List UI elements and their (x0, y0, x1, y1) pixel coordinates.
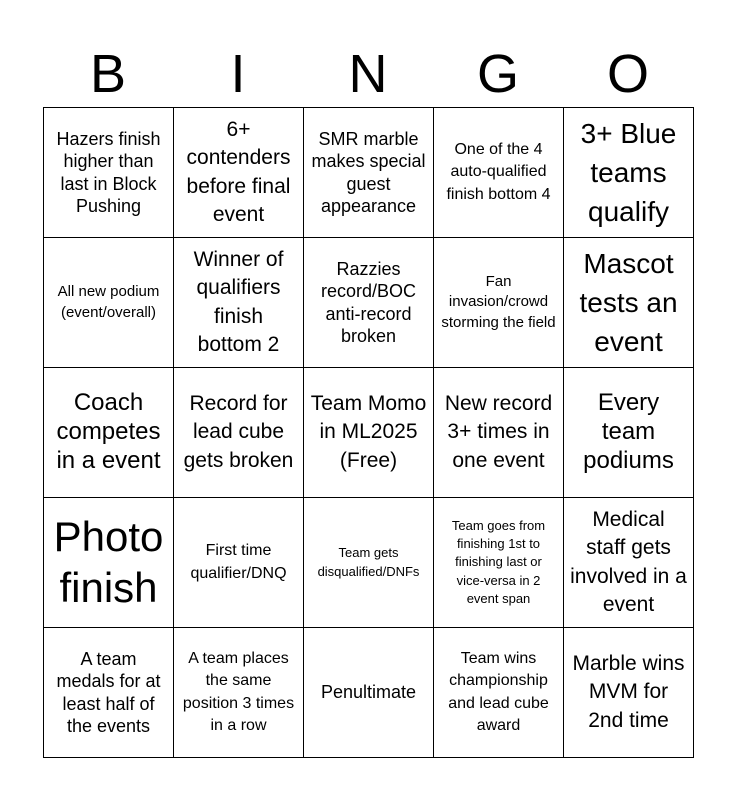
bingo-cell[interactable]: Hazers finish higher than last in Block Pushing (44, 108, 174, 238)
bingo-cell[interactable]: First time qualifier/DNQ (174, 498, 304, 628)
bingo-header (43, 44, 693, 104)
bingo-cell[interactable]: 3+ Blue teams qualify (564, 108, 694, 238)
bingo-cell[interactable]: Winner of qualifiers finish bottom 2 (174, 238, 304, 368)
bingo-cell[interactable]: Fan invasion/crowd storming the field (434, 238, 564, 368)
header-letter-b: B (89, 44, 127, 104)
bingo-cell[interactable]: 6+ contenders before final event (174, 108, 304, 238)
bingo-cell[interactable]: SMR marble makes special guest appearance (304, 108, 434, 238)
bingo-cell[interactable]: Team wins championship and lead cube award (434, 628, 564, 758)
bingo-cell[interactable]: Razzies record/BOC anti-record broken (304, 238, 434, 368)
bingo-cell[interactable]: New record 3+ times in one event (434, 368, 564, 498)
bingo-cell[interactable]: Team gets disqualified/DNFs (304, 498, 434, 628)
header-letter-g: G (476, 44, 519, 104)
header-letter-n: N (348, 44, 388, 104)
header-letter-o: O (606, 44, 649, 104)
bingo-cell[interactable]: One of the 4 auto-qualified finish bottom 4 (434, 108, 564, 238)
bingo-cell[interactable]: Every team podiums (564, 368, 694, 498)
bingo-cell[interactable]: Team Momo in ML2025 (Free) (304, 368, 434, 498)
bingo-cell[interactable]: Mascot tests an event (564, 238, 694, 368)
header-letter-i: I (230, 44, 246, 104)
bingo-cell[interactable]: All new podium (event/overall) (44, 238, 174, 368)
bingo-cell[interactable]: Team goes from finishing 1st to finishing last or vice-versa in 2 event span (434, 498, 564, 628)
bingo-cell[interactable]: Penultimate (304, 628, 434, 758)
bingo-cell[interactable]: Photo finish (44, 498, 174, 628)
bingo-cell[interactable]: A team medals for at least half of the events (44, 628, 174, 758)
bingo-cell[interactable]: A team places the same position 3 times in a row (174, 628, 304, 758)
bingo-cell[interactable]: Record for lead cube gets broken (174, 368, 304, 498)
bingo-cell[interactable]: Marble wins MVM for 2nd time (564, 628, 694, 758)
bingo-cell[interactable]: Coach competes in a event (44, 368, 174, 498)
bingo-cell[interactable]: Medical staff gets involved in a event (564, 498, 694, 628)
bingo-grid (43, 107, 694, 758)
